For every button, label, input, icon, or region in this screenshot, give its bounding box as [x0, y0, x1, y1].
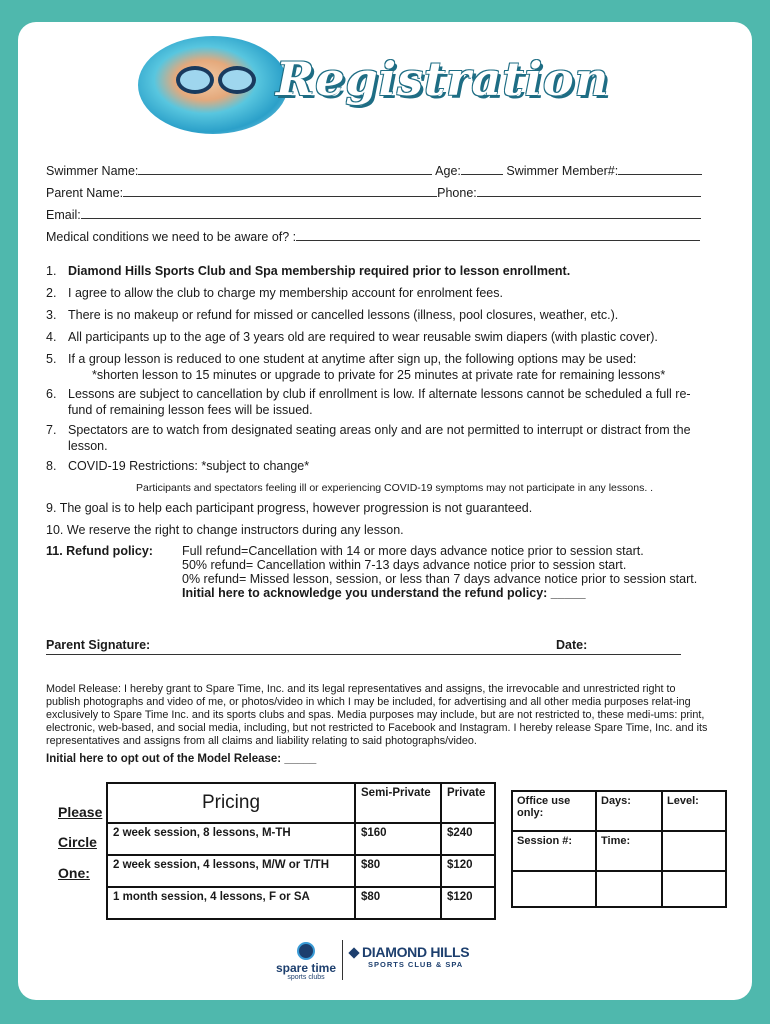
member-label: Swimmer Member#:	[506, 164, 619, 178]
diamond-icon	[348, 947, 359, 958]
level-label: Level:	[662, 791, 726, 831]
phone-field[interactable]	[477, 184, 701, 197]
rule-text: I agree to allow the club to charge my membership account for enrolment fees.	[68, 286, 503, 300]
logo-divider	[342, 940, 343, 980]
medical-label: Medical conditions we need to be aware of? :	[46, 230, 297, 244]
rule-text: If a group lesson is reduced to one student at anytime after sign up, the following options may be used:	[68, 352, 637, 366]
parent-line	[46, 184, 701, 200]
email-field[interactable]	[81, 206, 701, 219]
footer-logos	[274, 938, 504, 982]
rule-10	[46, 522, 706, 538]
table-row[interactable]	[107, 855, 495, 887]
private-price[interactable]: $120	[441, 855, 495, 887]
release-text: Model Release: I hereby grant to Spare Time, Inc. and its legal representatives and assigns, the irrevocable and unrestricted right to publish photographs and video of me, or photos/video in which I may be included, for advertising and all other media purposes relat-ing exclusively to Spare Time Inc. and its sports clubs and spas. Media purposes may include, but are not restricted to, these medi-ums: print, electronic, web-based, and social media, including, but not restricted to Facebook and Instagram. I hereby release Spare Time, Inc. and its representatives and assigns from all claims and liability relating to said photographs/video.	[46, 683, 708, 747]
refund-line-3: 0% refund= Missed lesson, session, or less than 7 days advance notice prior to session start.	[182, 572, 698, 586]
diamond-hills-text: DIAMOND HILLS	[362, 944, 470, 960]
rule-text: Diamond Hills Sports Club and Spa membership required prior to lesson enrollment.	[68, 264, 571, 278]
rule-number: 4.	[46, 330, 57, 344]
rule-number: 3.	[46, 308, 57, 322]
sports-club-spa-text: SPORTS CLUB & SPA	[368, 960, 464, 969]
session-label[interactable]: 2 week session, 4 lessons, M/W or T/TH	[107, 855, 355, 887]
goggle-right	[218, 66, 256, 94]
pricing-header-row	[107, 783, 495, 823]
semi-private-header: Semi-Private	[355, 783, 441, 823]
date-label: Date:	[556, 638, 588, 652]
rule-1	[46, 263, 706, 279]
email-line	[46, 206, 701, 222]
spare-time-text: spare time	[275, 961, 337, 975]
refund-line-1: Full refund=Cancellation with 14 or more days advance notice prior to session start.	[182, 544, 644, 558]
diamond-hills-logo	[350, 944, 469, 969]
phone-label: Phone:	[437, 186, 477, 200]
table-row[interactable]	[107, 887, 495, 919]
rule-number: 2.	[46, 286, 57, 300]
circle-label: Circle	[58, 834, 97, 850]
rule-number: 6.	[46, 387, 57, 401]
semi-price[interactable]: $80	[355, 855, 441, 887]
pricing-title: Pricing	[107, 783, 355, 823]
registration-form	[18, 22, 752, 1000]
rule-number: 10.	[46, 523, 64, 537]
days-label: Days:	[596, 791, 662, 831]
rule-text: There is no makeup or refund for missed or cancelled lessons (illness, pool closures, weather, etc.).	[68, 308, 619, 322]
office-cell-empty	[512, 871, 596, 907]
spare-time-logo	[274, 942, 338, 981]
rule-text: Lessons are subject to cancellation by club if enrollment is low. If alternate lessons cannot be scheduled a full re-fund of remaining lesson fees will be issued.	[68, 387, 691, 417]
table-row[interactable]	[107, 823, 495, 855]
rule-3	[46, 307, 706, 323]
rule-4	[46, 329, 706, 345]
rule-number: 1.	[46, 264, 57, 278]
refund-policy	[46, 544, 706, 600]
rule-text: The goal is to help each participant progress, however progression is not guaranteed.	[59, 501, 533, 515]
parent-name-field[interactable]	[123, 184, 437, 197]
age-label: Age:	[435, 164, 461, 178]
rule-subtext: Participants and spectators feeling ill or experiencing COVID-19 symptoms may not participate in any lessons. .	[136, 482, 654, 494]
refund-initial[interactable]: Initial here to acknowledge you understand the refund policy: _____	[182, 586, 586, 600]
release-optout[interactable]: Initial here to opt out of the Model Release: _____	[46, 753, 317, 765]
swimmer-line	[46, 162, 702, 178]
pricing-table	[106, 782, 496, 920]
rule-number: 5.	[46, 352, 57, 366]
rule-number: 7.	[46, 423, 57, 437]
email-label: Email:	[46, 208, 81, 222]
session-label[interactable]: 1 month session, 4 lessons, F or SA	[107, 887, 355, 919]
session-number-label: Session #:	[512, 831, 596, 871]
medical-line	[46, 228, 700, 244]
medical-field[interactable]	[296, 228, 700, 241]
office-cell-empty	[596, 871, 662, 907]
session-label[interactable]: 2 week session, 8 lessons, M-TH	[107, 823, 355, 855]
rule-number: 9.	[46, 501, 57, 515]
sports-clubs-text: sports clubs	[287, 974, 325, 981]
header	[138, 36, 658, 146]
rule-subtext: *shorten lesson to 15 minutes or upgrade to private for 25 minutes at private rate for remaining lessons*	[92, 368, 666, 382]
rule-number: 8.	[46, 459, 57, 473]
goggle-left	[176, 66, 214, 94]
swimmer-name-label: Swimmer Name:	[46, 164, 139, 178]
parent-name-label: Parent Name:	[46, 186, 124, 200]
rule-5	[46, 351, 706, 383]
age-field[interactable]	[461, 162, 503, 175]
please-label: Please	[58, 804, 103, 820]
signature-label: Parent Signature:	[46, 638, 151, 652]
page-title: Registration	[276, 52, 610, 106]
refund-label: 11. Refund policy:	[46, 544, 153, 558]
private-price[interactable]: $240	[441, 823, 495, 855]
private-price[interactable]: $120	[441, 887, 495, 919]
office-cell-empty	[662, 871, 726, 907]
rule-6	[46, 386, 706, 418]
rule-8	[46, 458, 706, 496]
rule-text: Spectators are to watch from designated seating areas only and are not permitted to interrupt or distract from the lesson.	[68, 423, 691, 453]
spare-time-icon	[297, 942, 315, 960]
signature-line[interactable]	[46, 638, 681, 655]
rule-text: All participants up to the age of 3 years old are required to wear reusable swim diapers (with plastic cover).	[68, 330, 658, 344]
rule-7	[46, 422, 706, 454]
semi-price[interactable]: $160	[355, 823, 441, 855]
private-header: Private	[441, 783, 495, 823]
member-field[interactable]	[618, 162, 702, 175]
rule-9	[46, 500, 706, 516]
one-label: One:	[58, 865, 90, 881]
refund-line-2: 50% refund= Cancellation within 7-13 days advance notice prior to session start.	[182, 558, 627, 572]
time-label: Time:	[596, 831, 662, 871]
office-use-label: Office use only:	[512, 791, 596, 831]
model-release	[46, 683, 710, 766]
rule-text: COVID-19 Restrictions: *subject to change*	[68, 459, 310, 473]
semi-price[interactable]: $80	[355, 887, 441, 919]
office-use-table	[511, 790, 727, 908]
swimmer-name-field[interactable]	[138, 162, 432, 175]
office-cell-empty	[662, 831, 726, 871]
swimmer-photo	[138, 36, 288, 134]
rule-text: We reserve the right to change instructors during any lesson.	[66, 523, 404, 537]
refund-lines	[182, 544, 706, 600]
rule-2	[46, 285, 706, 301]
